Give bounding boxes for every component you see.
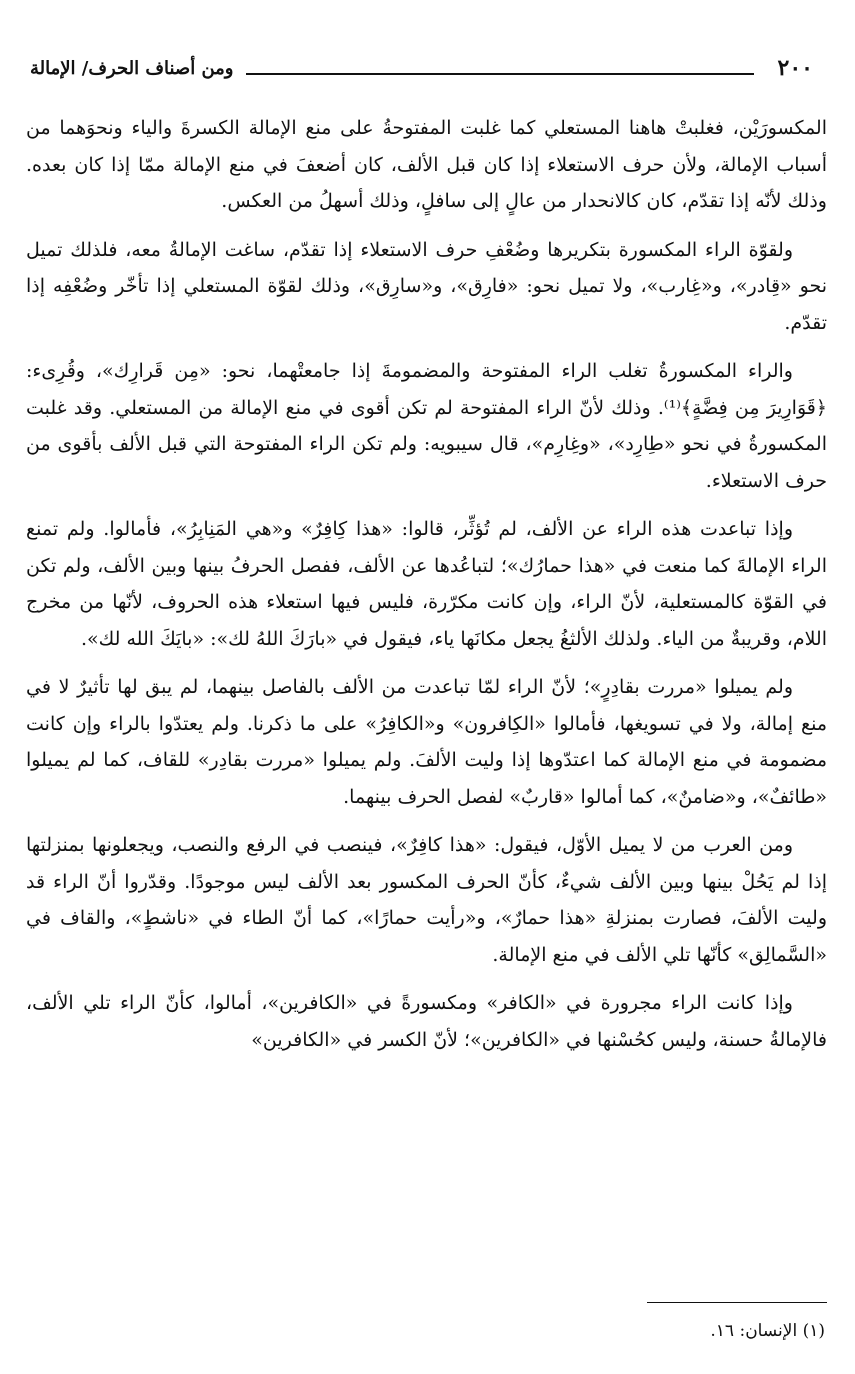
footnote: (١) الإنسان: ١٦. (710, 1321, 825, 1341)
paragraph: وإذا تباعدت هذه الراء عن الألف، لم تُؤثِّر، قالوا: «هذا كِافِرٌ» و«هي المَنِابِرُ»، فأمالوا. ولم تمنع الراء الإمالةَ كما منعت في «هذا حمارُك»؛ لتباعُدها عن الألف، ففصل الحرفُ بينها وبين الألف، ولم تكن في القوّة كالمستعلية، لأنّ الراء، وإن كانت مكرّرة، فليس فيها استعلاء هذه الحروف، لأنّها من مخرج اللام، وقريبةٌ من الياء. ولذلك الألثغُ يجعل مكانَها ياء، فيقول في «بارَكَ اللهُ لك»: «بايَكَ الله لك». (26, 518, 827, 650)
page-number: ٢٠٠ (777, 55, 813, 81)
running-title: ومن أصناف الحرف/ الإمالة (30, 57, 234, 79)
page-body (26, 110, 827, 1070)
paragraph: ولم يميلوا «مررت بقادِرٍ»؛ لأنّ الراء لمّا تباعدت من الألف بالفاصل بينهما، لم يبق لها تأثيرٌ لا في منع إمالة، ولا في تسويغها، فأمالوا «الكِافرون» و«الكافِرُ» على ما ذكرنا. ولم يعتدّوا بالراء وإن كانت مضمومة في منع الإمالة كما اعتدّوها إذا وليت الألفَ. ولم يميلوا «مررت بقادِر» للقاف، كما لم يميلوا «طائفٌ»، و«ضامنٌ»، كما أمالوا «قاربٌ» لفصل الحرف بينهما. (26, 676, 827, 808)
paragraph: وإذا كانت الراء مجرورة في «الكافر» ومكسورةً في «الكافرين»، أمالوا، كأنّ الراء تلي الألف، فالإمالةُ حسنة، وليس كحُسْنها في «الكافرين»؛ لأنّ الكسر في «الكافرين» (26, 992, 827, 1051)
paragraph: والراء المكسورةُ تغلب الراء المفتوحة والمضمومةَ إذا جامعتْهما، نحو: «مِن قَرارِك»، وقُرِىء: ﴿قَوَارِيرَ مِن فِضَّةٍ﴾⁽¹⁾. وذلك لأنّ الراء المفتوحة لم تكن أقوى في منع الإمالة من المستعلي. وقد غلبت المكسورةُ في نحو «طِارِد»، «وغِارِم»، قال سيبويه: ولم تكن الراء المفتوحة التي قبل الألف بأقوى من حرف الاستعلاء. (26, 360, 827, 492)
header-rule (246, 73, 754, 75)
paragraph: المكسورَيْن، فغلبتْ هاهنا المستعلي كما غلبت المفتوحةُ على منع الإمالة الكسرةَ والياء ونحوَهما من أسباب الإمالة، ولأن حرف الاستعلاء إذا كان قبل الألف، كان أضعفَ في منع الإمالة ممّا إذا كان بعده. وذلك لأنّه إذا تقدّم، كان كالانحدار من عالٍ إلى سافلٍ، وذلك أسهلُ من العكس. (26, 117, 827, 212)
page-header (30, 52, 813, 84)
footnote-divider (647, 1302, 827, 1303)
paragraph: ولقوّة الراء المكسورة بتكريرها وضُعْفِ حرف الاستعلاء إذا تقدّم، ساغت الإمالةُ معه، فلذلك تميل نحو «قِادر»، و«غِارب»، ولا تميل نحو: «فارِق»، و«سارِق»، وذلك لقوّة المستعلي إذا تأخّر وضُعْفِه إذا تقدّم. (26, 238, 827, 334)
paragraph: ومن العرب من لا يميل الأوّل، فيقول: «هذا كافِرٌ»، فينصب في الرفع والنصب، ويجعلونها بمنزلتها إذا لم يَحُلْ بينها وبين الألف شيءٌ، كأنّ الحرف المكسور بعد الألف ليس موجودًا. وقدّروا أنّ الراء قد وليت الألفَ، فصارت بمنزلةِ «هذا حمارٌ»، و«رأيت حمارًا»، كما أنّ الطاء في «ناشطٍ»، والقاف في «السَّمالِق» كأنّها تلي الألف في منع الإمالة. (26, 834, 827, 966)
